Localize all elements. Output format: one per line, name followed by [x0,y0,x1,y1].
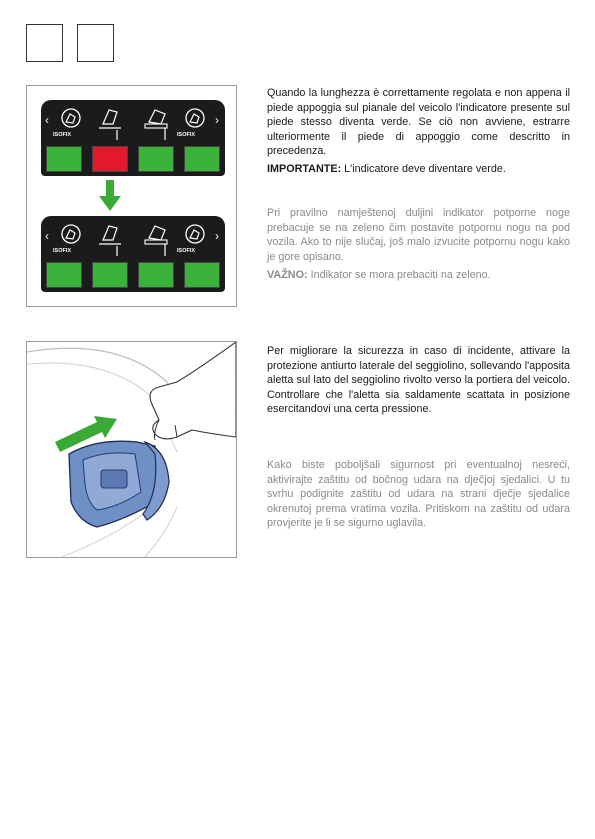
base-seat-icon [145,110,167,140]
indicator-light [138,146,174,172]
section1-croatian-important [267,268,570,283]
panel-icon-row [41,104,225,144]
seat-foot-icon [99,226,121,256]
indicator-panel-before [41,100,225,176]
chevron-left-icon: ‹ [45,229,49,243]
section2-italian-paragraph: Per migliorare la sicurezza in caso di incidente, attivare la protezione antiurto laterale del seggiolino, sollevando l'apposita aletta sul lato del seggiolino rivolto verso la portiera del veicolo. Controllare che l'aletta sia saldamente scattata in posizione esercitandovi una certa pressione. [267,345,570,416]
down-arrow-icon [99,180,121,212]
hand-icon [150,342,236,440]
chevron-left-icon: ‹ [45,113,49,127]
header-box-left [26,24,63,62]
side-impact-figure [26,341,237,558]
indicator-figure [26,85,237,307]
side-impact-illustration [27,342,236,557]
isofix-label-right: ISOFIX [177,132,196,138]
vazno-label: VAŽNO: [267,269,308,281]
section1-italian-important [267,162,570,177]
indicator-light [138,262,174,288]
indicator-light [46,146,82,172]
isofix-label-left: ISOFIX [53,248,72,254]
indicator-row-after [46,262,220,288]
panel-icon-row [41,220,225,260]
indicator-panel-after [41,216,225,292]
indicator-light [92,146,128,172]
section1-italian-paragraph: Quando la lunghezza è correttamente regolata e non appena il piede appoggia sul pianale del veicolo l'indicatore presente sul piede stesso diventa verde. Se ciò non avviene, estrarre ulteriormente il piede di appoggio come descritto in precedenza. [267,87,570,158]
seat-foot-icon [99,110,121,140]
header-box-right [77,24,114,62]
important-label: IMPORTANTE: [267,163,342,175]
child-seat-icon [62,109,80,127]
child-seat-icon [62,225,80,243]
chevron-right-icon: › [215,229,219,243]
indicator-row-before [46,146,220,172]
vazno-text: Indikator se mora prebaciti na zeleno. [307,269,491,281]
indicator-light [46,262,82,288]
section2-croatian-paragraph: Kako biste poboljšali sigurnost pri eventualnoj nesreći, aktivirajte zaštitu od bočnog udara na dječjoj sjedalici. U tu svrhu podignite zaštitu od udara na strani dječje sjedalice okrenutoj prema vratima vozila. Pritiskom na zaštitu od udara provjerite je li se sigurno uglavila. [267,459,570,530]
isofix-label-left: ISOFIX [53,132,72,138]
indicator-light [92,262,128,288]
isofix-label-right: ISOFIX [177,248,196,254]
chevron-right-icon: › [215,113,219,127]
indicator-light [184,146,220,172]
base-seat-icon [145,226,167,256]
important-text: L'indicatore deve diventare verde. [341,163,506,175]
indicator-light [184,262,220,288]
child-seat-icon [186,225,204,243]
section1-croatian-paragraph: Pri pravilno namještenoj duljini indikator potporne noge prebacuje se na zeleno čim postavite potpornu nogu na pod vozila. Ako to nije slučaj, još malo izvucite potpornu nogu kako je gore opisano. [267,207,570,263]
impact-protector-icon [69,441,169,527]
child-seat-icon [186,109,204,127]
